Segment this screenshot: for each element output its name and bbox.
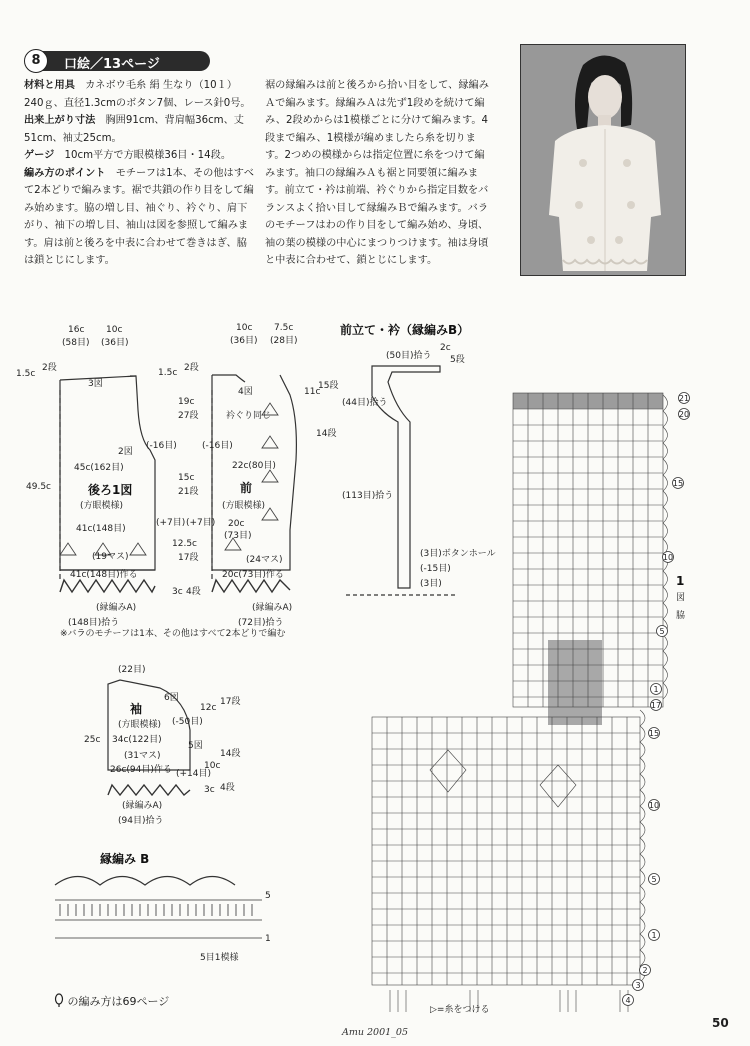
chart-row-4: 4 [625, 996, 631, 1005]
chart-row-3: 3 [635, 981, 641, 990]
continued-text: 裾の縁編みは前と後ろから拾い目をして、縁編みＡで編みます。縁編みＡは先ず1段めを続けて編み、2段めからは1模様ごとに分けて編みます。4段まで編み、1模様が編めましたら糸を切ります。2つめの模様からは指定位置に糸をつけて編みます。袖口の縁編みＡも裾と同要領に編みます。前立て・衿は前端、衿ぐりから指定目数をバランスよく拾い目して縁編みＢで編みます。バラのモチーフはわの作り目をして編み始め、身頃、袖の葉の模様の中心にまつりつけます。袖は身頃と中表に合わせて、鎖とじにします。 [265, 80, 489, 266]
size-text: 胸囲91cm、背肩幅36cm、丈51cm、袖丈25cm。 [24, 115, 244, 144]
model-photo-illustration [521, 45, 685, 275]
band-pickup-113: (113目)拾う [342, 491, 394, 501]
edging-b-title: 縁編み B [100, 852, 150, 866]
materials-text: カネボウ毛糸 絹 生なり（10１）240ｇ、直径1.3cmのボタン7個、レース針0号。 [24, 80, 251, 109]
back-left-dim-3: 49.5c [26, 482, 51, 492]
front-top-width-1: 10c [236, 323, 253, 333]
sleeve-label-5zu: 5図 [188, 741, 203, 751]
magazine-credit: Amu 2001_05 [342, 1027, 409, 1038]
front-right-dim-3: 14段 [316, 429, 337, 439]
chart-row-15b: 15 [648, 729, 660, 738]
sleeve-cast-on: 26c(94目)作る [110, 765, 172, 775]
back-top-width-2: (58目) [62, 338, 90, 348]
chart-side-zu: 図 [676, 593, 686, 603]
front-left-dim-2: 2段 [184, 363, 199, 373]
front-top-width-4: (28目) [270, 336, 298, 346]
front-stitches-73: (73目) [224, 531, 252, 541]
sleeve-inc-mark: (+14目) [176, 769, 212, 779]
chart-row-5a: 5 [659, 627, 665, 636]
size-label: 出来上がり寸法 [24, 115, 96, 126]
front-top-width-3: 7.5c [274, 323, 294, 333]
band-dec: (-15目) [420, 564, 451, 574]
band-3me: (3目) [420, 579, 442, 589]
front-pattern: (方眼模様) [222, 501, 266, 511]
instructions-left [24, 77, 256, 270]
chart-row-20: 20 [678, 410, 690, 419]
front-top-width-2: (36目) [230, 336, 258, 346]
front-dec-mark: (-16目) [202, 441, 233, 451]
chart-row-2: 2 [642, 966, 648, 975]
band-pickup-44: (44目)拾う [342, 398, 388, 408]
back-cast-on: 41c(148目)作る [70, 570, 138, 580]
materials-para [24, 77, 256, 112]
back-inc-mark: (+7目) [156, 518, 186, 528]
chart-side-waki: 脇 [676, 611, 686, 621]
front-inc-mark: (+7目) [186, 518, 216, 528]
back-top-width-3: 10c [106, 325, 123, 335]
front-left-dim-7: 12.5c [172, 539, 197, 549]
chart-row-15a: 15 [672, 479, 684, 488]
front-cast-on: 20c(73目)作る [222, 570, 284, 580]
sleeve-pickup: (94目)拾う [118, 816, 164, 826]
band-dim-2c: 2c [440, 343, 451, 353]
sleeve-pattern: (方眼模様) [118, 720, 162, 730]
back-label-3zu: 3図 [88, 379, 103, 389]
motif-symbol-icon [54, 993, 64, 1007]
stitch-reference [54, 993, 169, 1009]
back-masu: (19マス) [92, 552, 129, 562]
front-left-dim-9: 3c [172, 587, 183, 597]
materials-label: 材料と用具 [24, 80, 75, 91]
sleeve-dec-mark: (-50目) [172, 717, 203, 727]
sleeve-right-dim-3: 10c [204, 761, 221, 771]
back-pattern: (方眼模様) [80, 501, 124, 511]
front-masu: (24マス) [246, 555, 283, 565]
sleeve-title: 袖 [130, 702, 143, 716]
front-right-dim-2: 15段 [318, 381, 339, 391]
gauge-text: 10cm平方で方眼模様36目・14段。 [64, 150, 232, 161]
sleeve-edging: (縁編みA) [122, 801, 163, 811]
back-top-width-1: 16c [68, 325, 85, 335]
gauge-label: ゲージ [24, 150, 55, 161]
sleeve-top: (22目) [118, 665, 146, 675]
back-left-dim-2: 2段 [42, 363, 57, 373]
back-label-2zu: 2図 [118, 447, 133, 457]
edging-b-row-5: 5 [265, 891, 271, 901]
back-edging: (縁編みA) [96, 603, 137, 613]
edging-b-footnote: 5目1模様 [200, 953, 239, 963]
chart-side-num: 1 [676, 574, 685, 588]
points-text: モチーフは1本、その他はすべて2本どりで編みます。裾で共鎖の作り目をして編み始めます。脇の増し目、袖ぐり、衿ぐり、肩下がり、袖下の増し目、袖山は図を参照して編みます。肩は前と後ろを中表に合わせて巻きはぎ、脇は鎖とじにします。 [24, 167, 254, 266]
front-left-dim-4: 27段 [178, 411, 199, 421]
chart-row-21: 21 [678, 394, 690, 403]
diagram-area [0, 300, 750, 1030]
gauge-para [24, 147, 256, 165]
pattern-title: 口絵／13ページ [64, 57, 160, 72]
front-width-20: 20c [228, 519, 245, 529]
chart-row-10a: 10 [662, 553, 674, 562]
sleeve-left-dim: 25c [84, 735, 101, 745]
back-pickup: (148目)拾う [68, 618, 120, 628]
back-width-45: 45c(162目) [74, 463, 124, 473]
points-label: 編み方のポイント [24, 167, 106, 179]
back-title: 後ろ1図 [88, 483, 133, 497]
front-neck-same: 衿ぐり同じ [226, 411, 272, 421]
front-pickup: (72目)拾う [238, 618, 284, 628]
sleeve-right-dim-1: 12c [200, 703, 217, 713]
sleeve-right-dim-6: 4段 [220, 783, 235, 793]
back-top-width-4: (36目) [101, 338, 129, 348]
size-para [24, 112, 256, 147]
sleeve-label-6zu: 6図 [164, 693, 179, 703]
band-dim-5dan: 5段 [450, 355, 465, 365]
band-title: 前立て・衿（縁編みB） [340, 323, 470, 337]
sleeve-right-dim-5: 3c [204, 785, 215, 795]
front-label-4zu: 4図 [238, 387, 253, 397]
sleeve-masu: (31マス) [124, 751, 161, 761]
band-neck-pickup: (50目)拾う [386, 351, 432, 361]
back-left-dim-1: 1.5c [16, 369, 36, 379]
edging-b-row-1: 1 [265, 934, 271, 944]
band-buttonhole: (3目)ボタンホール [420, 549, 496, 559]
back-outline [60, 376, 155, 570]
stitch-reference-text: の編み方は69ページ [67, 995, 170, 1008]
front-left-dim-1: 1.5c [158, 368, 178, 378]
model-photo [520, 44, 686, 276]
sleeve-right-dim-4: 14段 [220, 749, 241, 759]
sleeve-width-34: 34c(122目) [112, 735, 162, 745]
instructions-right [265, 77, 493, 270]
back-width-41: 41c(148目) [76, 524, 126, 534]
front-title: 前 [240, 481, 253, 495]
chart-yarn-note: ▷=糸をつける [430, 1005, 490, 1015]
back-dec-mark: (-16目) [146, 441, 177, 451]
front-right-dim-1: 11c [304, 387, 321, 397]
front-left-dim-8: 17段 [178, 553, 199, 563]
sleeve-right-dim-2: 17段 [220, 697, 241, 707]
crochet-chart [372, 393, 690, 1013]
front-width-22: 22c(80目) [232, 461, 276, 471]
front-left-dim-3: 19c [178, 397, 195, 407]
chart-row-5b: 5 [651, 875, 657, 884]
page-number: 50 [712, 1016, 729, 1030]
front-edging: (縁編みA) [252, 603, 293, 613]
front-left-dim-5: 15c [178, 473, 195, 483]
front-left-dim-10: 4段 [186, 587, 201, 597]
motif-note: ※バラのモチーフは1本、その他はすべて2本どりで編む [60, 629, 286, 639]
points-para [24, 165, 256, 270]
pattern-number: 8 [24, 49, 48, 73]
chart-row-17: 17 [650, 701, 662, 710]
chart-row-1a: 1 [653, 685, 659, 694]
chart-row-10b: 10 [648, 801, 660, 810]
front-left-dim-6: 21段 [178, 487, 199, 497]
chart-row-1b: 1 [651, 931, 657, 940]
pattern-header [24, 49, 210, 73]
